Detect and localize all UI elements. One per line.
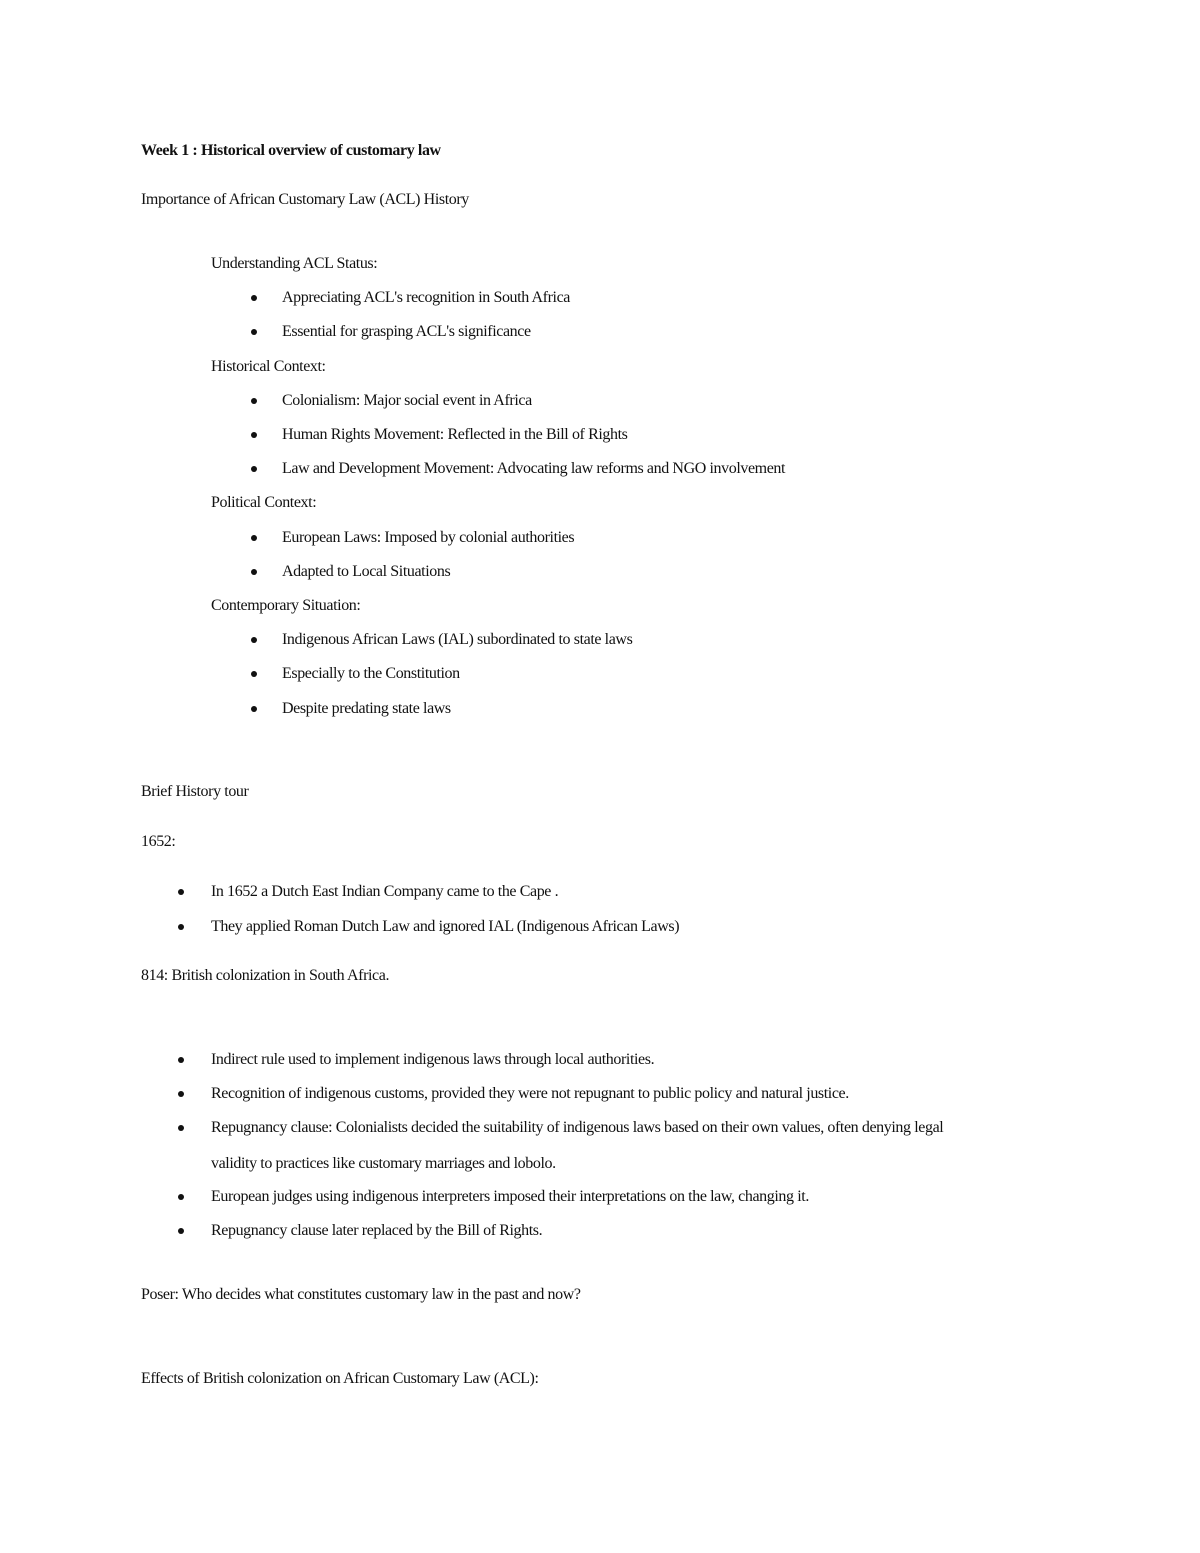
section-heading-contemporary-situation: Contemporary Situation: <box>211 597 361 614</box>
bullet-icon <box>178 1125 184 1131</box>
bullet-icon <box>178 924 184 930</box>
list-item: Despite predating state laws <box>282 700 451 717</box>
bullet-icon <box>251 706 257 712</box>
list-item: Recognition of indigenous customs, provided they were not repugnant to public policy and natural justice. <box>211 1085 849 1102</box>
year-1814-label: 814: British colonization in South Africa. <box>141 967 390 984</box>
list-item: Repugnancy clause later replaced by the Bill of Rights. <box>211 1222 543 1239</box>
effects-heading: Effects of British colonization on African Customary Law (ACL): <box>141 1370 539 1387</box>
poser-question: Poser: Who decides what constitutes customary law in the past and now? <box>141 1286 581 1303</box>
list-item: They applied Roman Dutch Law and ignored IAL (Indigenous African Laws) <box>211 918 680 935</box>
bullet-icon <box>178 1091 184 1097</box>
bullet-icon <box>178 1194 184 1200</box>
section-heading-acl-status: Understanding ACL Status: <box>211 255 378 272</box>
bullet-icon <box>251 295 257 301</box>
bullet-icon <box>251 432 257 438</box>
list-item: Colonialism: Major social event in Africa <box>282 392 532 409</box>
list-item: In 1652 a Dutch East Indian Company came to the Cape . <box>211 883 559 900</box>
bullet-icon <box>251 637 257 643</box>
list-item-continuation: validity to practices like customary marriages and lobolo. <box>211 1155 556 1172</box>
list-item: Repugnancy clause: Colonialists decided the suitability of indigenous laws based on their own values, often denying legal <box>211 1119 944 1136</box>
list-item: Essential for grasping ACL's significance <box>282 323 531 340</box>
bullet-icon <box>251 398 257 404</box>
bullet-icon <box>251 535 257 541</box>
history-heading: Brief History tour <box>141 783 249 800</box>
list-item: Human Rights Movement: Reflected in the Bill of Rights <box>282 426 628 443</box>
intro-text: Importance of African Customary Law (ACL) History <box>141 191 469 208</box>
bullet-icon <box>251 671 257 677</box>
section-heading-political-context: Political Context: <box>211 494 317 511</box>
year-1652-label: 1652: <box>141 833 176 850</box>
section-heading-historical-context: Historical Context: <box>211 358 326 375</box>
bullet-icon <box>178 1057 184 1063</box>
list-item: Especially to the Constitution <box>282 665 460 682</box>
bullet-icon <box>251 329 257 335</box>
bullet-icon <box>178 889 184 895</box>
list-item: Indigenous African Laws (IAL) subordinated to state laws <box>282 631 633 648</box>
list-item: Adapted to Local Situations <box>282 563 451 580</box>
list-item: European judges using indigenous interpreters imposed their interpretations on the law, changing it. <box>211 1188 809 1205</box>
page-title: Week 1 : Historical overview of customary law <box>141 142 441 159</box>
bullet-icon <box>251 466 257 472</box>
bullet-icon <box>178 1228 184 1234</box>
list-item: Indirect rule used to implement indigenous laws through local authorities. <box>211 1051 655 1068</box>
list-item: European Laws: Imposed by colonial authorities <box>282 529 575 546</box>
bullet-icon <box>251 569 257 575</box>
list-item: Law and Development Movement: Advocating law reforms and NGO involvement <box>282 460 786 477</box>
list-item: Appreciating ACL's recognition in South Africa <box>282 289 570 306</box>
